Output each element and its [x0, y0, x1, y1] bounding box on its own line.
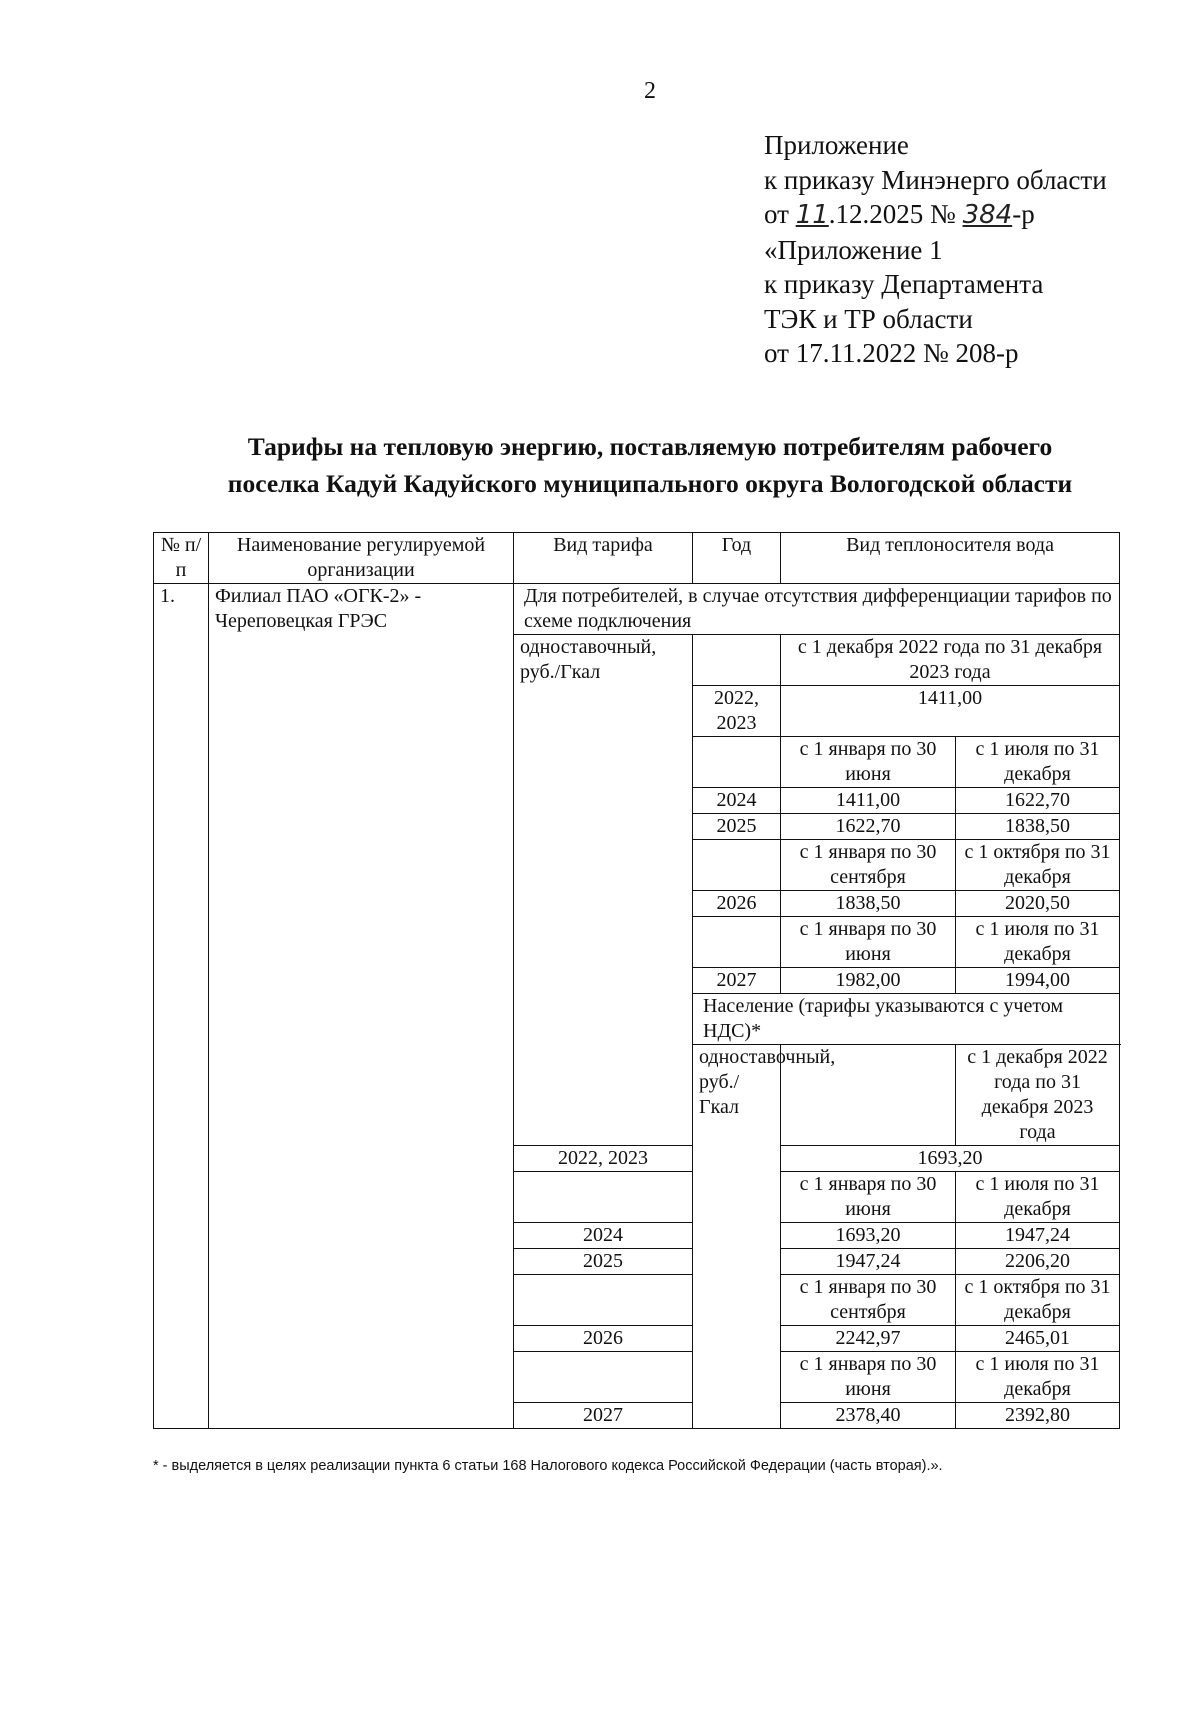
handwritten-order-number: 384	[962, 200, 1013, 230]
header-num: № п/п	[154, 533, 209, 584]
year-cell	[693, 917, 781, 968]
period-cell: с 1 декабря 2022 года по 31 декабря 2023 года	[956, 1045, 1120, 1146]
year-cell: 2027	[693, 968, 781, 994]
value-cell: 2206,20	[956, 1249, 1120, 1275]
appendix-line: к приказу Департамента	[764, 269, 1044, 299]
appendix-line: Приложение	[764, 130, 909, 160]
appendix-date-suffix: -р	[1012, 199, 1035, 229]
section-label: Для потребителей, в случае отсутствия дифференциации тарифов по схеме подключения	[514, 584, 1120, 635]
value-cell: 1693,20	[781, 1146, 1120, 1172]
year-cell: 2027	[514, 1403, 693, 1429]
year-cell: 2022, 2023	[514, 1146, 693, 1172]
period-cell: с 1 января по 30 июня	[781, 1172, 956, 1223]
appendix-line: от 17.11.2022 № 208-р	[764, 338, 1019, 368]
tariff-type: одноставочный, руб./Гкал	[514, 635, 693, 1146]
appendix-date-mid: .12.2025 №	[828, 199, 963, 229]
value-cell: 1622,70	[781, 814, 956, 840]
appendix-line: к приказу Минэнерго области	[764, 164, 1107, 195]
value-cell: 1838,50	[781, 891, 956, 917]
year-cell: 2024	[514, 1223, 693, 1249]
header-year: Год	[693, 533, 781, 584]
header-type: Вид тарифа	[514, 533, 693, 584]
value-cell: 1982,00	[781, 968, 956, 994]
value-cell: 2378,40	[781, 1403, 956, 1429]
value-cell: 1622,70	[956, 788, 1120, 814]
value-cell: 1693,20	[781, 1223, 956, 1249]
period-cell: с 1 июля по 31 декабря	[956, 737, 1120, 788]
period-cell: с 1 января по 30 сентября	[781, 840, 956, 891]
page-number: 2	[644, 78, 656, 104]
period-cell: с 1 января по 30 июня	[781, 917, 956, 968]
year-cell	[693, 737, 781, 788]
appendix-block	[764, 128, 1107, 371]
appendix-line: «Приложение 1	[764, 234, 943, 265]
year-cell: 2026	[514, 1326, 693, 1352]
table-row	[154, 584, 1120, 635]
year-cell	[514, 1275, 693, 1326]
value-cell: 1994,00	[956, 968, 1120, 994]
appendix-date-line	[764, 197, 1107, 233]
year-cell	[514, 1352, 693, 1403]
period-cell: с 1 декабря 2022 года по 31 декабря 2023 года	[781, 635, 1120, 686]
year-cell: 2025	[693, 814, 781, 840]
year-cell	[693, 635, 781, 686]
year-cell: 2022, 2023	[693, 686, 781, 737]
handwritten-day: 11	[795, 200, 829, 230]
period-cell: с 1 октября по 31 декабря	[956, 840, 1120, 891]
tariffs-table	[153, 532, 1120, 1429]
period-cell: с 1 июля по 31 декабря	[956, 917, 1120, 968]
value-cell: 1947,24	[781, 1249, 956, 1275]
period-cell: с 1 января по 30 сентября	[781, 1275, 956, 1326]
value-cell: 2242,97	[781, 1326, 956, 1352]
appendix-line: ТЭК и ТР области	[764, 303, 973, 334]
tariff-type: одноставочный, руб./Гкал	[693, 1045, 781, 1429]
period-cell: с 1 июля по 31 декабря	[956, 1172, 1120, 1223]
value-cell: 2020,50	[956, 891, 1120, 917]
header-carrier: Вид теплоносителя вода	[781, 533, 1120, 584]
year-cell	[514, 1172, 693, 1223]
title-line: поселка Кадуй Кадуйского муниципального округа Вологодской области	[227, 469, 1073, 498]
organization-name: Филиал ПАО «ОГК-2» - Череповецкая ГРЭС	[209, 584, 514, 1429]
year-cell	[693, 840, 781, 891]
value-cell: 1411,00	[781, 788, 956, 814]
period-cell: с 1 октября по 31 декабря	[956, 1275, 1120, 1326]
value-cell: 1947,24	[956, 1223, 1120, 1249]
value-cell: 2392,80	[956, 1403, 1120, 1429]
header-org: Наименование регулируемой организации	[209, 533, 514, 584]
value-cell: 1411,00	[781, 686, 1120, 737]
row-number: 1.	[154, 584, 209, 1429]
period-cell: с 1 января по 30 июня	[781, 1352, 956, 1403]
document-title	[0, 428, 1200, 502]
period-cell: с 1 июля по 31 декабря	[956, 1352, 1120, 1403]
value-cell: 2465,01	[956, 1326, 1120, 1352]
appendix-date-prefix: от	[764, 199, 796, 229]
year-cell: 2025	[514, 1249, 693, 1275]
value-cell: 1838,50	[956, 814, 1120, 840]
table-header-row	[154, 533, 1120, 584]
period-cell: с 1 января по 30 июня	[781, 737, 956, 788]
title-line: Тарифы на тепловую энергию, поставляемую потребителям рабочего	[247, 432, 1053, 461]
section-label: Население (тарифы указываются с учетом НДС)*	[693, 994, 1120, 1045]
year-cell: 2026	[693, 891, 781, 917]
footnote: * - выделяется в целях реализации пункта 6 статьи 168 Налогового кодекса Российской Федерации (часть вторая).».	[153, 1458, 943, 1474]
year-cell: 2024	[693, 788, 781, 814]
